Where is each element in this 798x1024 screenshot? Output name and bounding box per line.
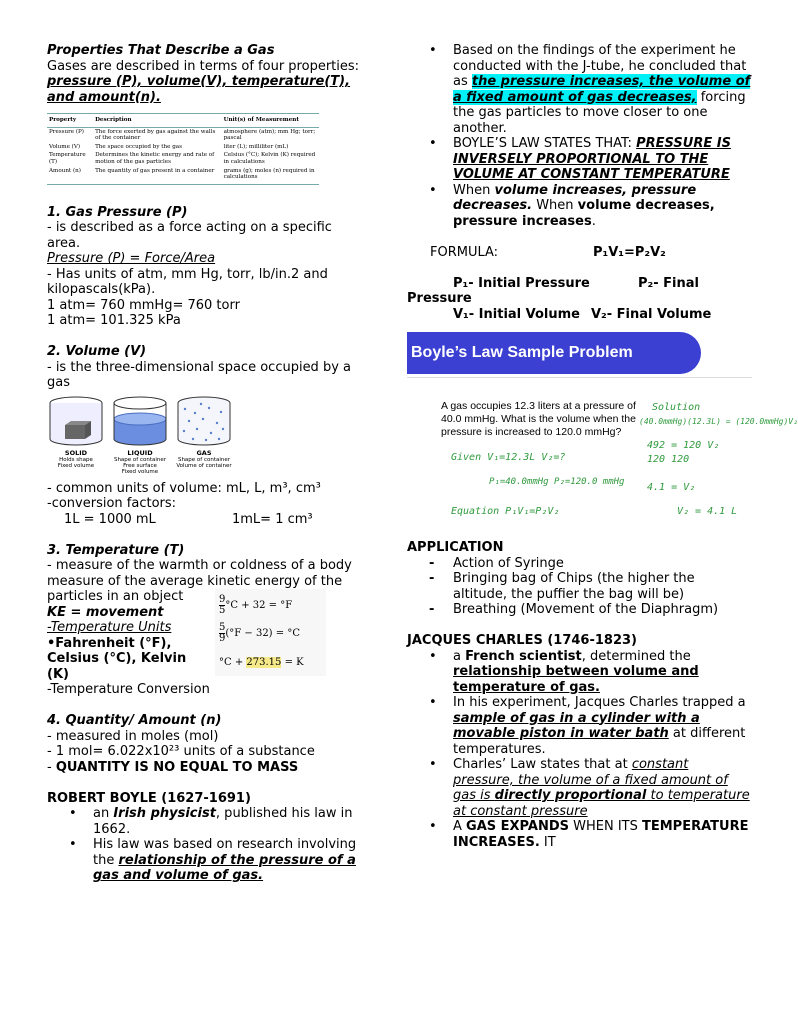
handwriting: 492 = 120 V₂ — [647, 440, 720, 451]
state-desc: Shape of container Free surface Fixed volume — [113, 456, 167, 475]
list-item: - Breathing (Movement of the Diaphragm) — [407, 602, 752, 618]
text: relationship between volume and temperature of gas. — [453, 664, 699, 695]
table-header: Description — [93, 114, 222, 128]
formula-row — [407, 245, 752, 261]
text: , determined the — [581, 648, 691, 664]
solid-state — [47, 395, 105, 475]
liquid-state — [111, 395, 169, 475]
formula-k — [219, 655, 304, 671]
formula-text: °C + — [219, 657, 247, 669]
ke-line: KE = movement — [47, 604, 164, 620]
fraction-num: 9 — [219, 594, 226, 606]
temperature-scales: •Fahrenheit (°F), Celsius (°C), Kelvin (K) — [47, 635, 187, 682]
pressure-heading: 1. Gas Pressure (P) — [47, 204, 188, 220]
handwriting: (40.0mmHg)(12.3L) = (120.0mmHg)V₂ — [639, 417, 798, 426]
pressure-line: 1 atm= 101.325 kPa — [47, 313, 181, 329]
state-label: SOLID — [64, 448, 88, 457]
temperature-conversion: -Temperature Conversion — [47, 682, 210, 698]
application-list — [407, 556, 752, 618]
fraction-den: 9 — [219, 633, 226, 645]
text: volume decreases, pressure increases — [453, 198, 715, 229]
list-item — [407, 136, 752, 183]
handwriting: 120 120 — [647, 454, 690, 465]
temperature-formulas-image — [215, 589, 326, 676]
fraction-den: 5 — [219, 605, 226, 617]
left-column — [47, 43, 367, 884]
temperature-line: measure of the average kinetic energy of the — [47, 573, 343, 589]
liquid-beaker-icon — [111, 395, 169, 447]
text: Charles’ Law states that at — [453, 757, 632, 772]
volume-line: -conversion factors: — [47, 496, 177, 512]
state-label: GAS — [196, 448, 212, 457]
boyle-heading: ROBERT BOYLE (1627-1691) — [47, 790, 251, 806]
table-cell: The quantity of gas present in a container — [93, 167, 222, 185]
volume-line: - is the three-dimensional space occupied by a gas — [47, 359, 351, 391]
conversion-2: 1mL= 1 cm³ — [232, 511, 313, 527]
table-header: Unit(s) of Measurement — [222, 114, 319, 128]
variable-defs — [407, 276, 752, 307]
quantity-heading: 4. Quantity/ Amount (n) — [47, 713, 222, 729]
table-header-row — [47, 114, 319, 128]
variable-defs — [407, 307, 752, 323]
list-item — [407, 43, 752, 136]
handwriting: Equation P₁V₁=P₂V₂ — [451, 506, 560, 517]
text: relationship of the pressure of a gas and volume of gas. — [93, 852, 356, 884]
text: When — [532, 198, 578, 213]
formula-c — [219, 623, 300, 644]
table-cell: Volume (V) — [49, 143, 81, 150]
table-header: Property — [47, 114, 93, 128]
list-item — [407, 695, 752, 757]
text: constant pressure, the volume of a fixed amount of gas is — [453, 757, 728, 803]
volume-heading: 2. Volume (V) — [47, 344, 147, 360]
text: , published his law in 1662. — [93, 806, 353, 837]
text: to temperature at constant pressure — [453, 788, 750, 819]
text: volume increases, pressure decreases. — [453, 182, 697, 213]
handwriting: V₂ = 4.1 L — [677, 506, 738, 517]
handwriting: 4.1 = V₂ — [647, 482, 696, 493]
pressure-line: - Has units of atm, mm Hg, torr, lb/in.2 and kilopascals(kPa). — [47, 266, 328, 298]
text: His law was based on research involving the — [93, 837, 357, 868]
quantity-line: - 1 mol= 6.022x10²³ units of a substance — [47, 744, 315, 760]
formula-text: (°F − 32) = °C — [225, 628, 300, 640]
def-v1: V₁- Initial Volume — [453, 306, 581, 322]
text: directly proportional — [494, 788, 647, 803]
states-of-matter-figure — [47, 395, 367, 475]
boyles-law-statement: PRESSURE IS INVERSELY PROPORTIONAL TO THE VOLUME AT CONSTANT TEMPERATURE — [453, 136, 731, 182]
table-cell: Celsius (°C); Kelvin (K) required in calculations — [223, 152, 316, 165]
table-cell: Amount (n) — [47, 167, 93, 185]
text: a — [453, 648, 466, 664]
temperature-block — [47, 589, 367, 698]
sample-problem-text: A gas occupies 12.3 liters at a pressure of 40.0 mmHg. What is the volume when the pressure is increased to 120.0 mmHg? — [441, 400, 636, 438]
text: BOYLE’S LAW STATES THAT: — [453, 136, 637, 151]
table-row — [47, 151, 319, 166]
boyle-list — [47, 806, 367, 884]
highlighted-text: the pressure increases, the volume of a fixed amount of gas decreases, — [453, 74, 751, 105]
table-cell: atmosphere (atm); mm Hg; torr; pascal — [223, 128, 316, 142]
handwriting: Solution — [652, 402, 701, 413]
conversion-row — [47, 512, 367, 528]
handwriting: Given V₁=12.3L V₂=? — [451, 452, 566, 463]
intro-text: Gases are described in terms of four properties: — [47, 58, 360, 74]
table-row — [47, 143, 319, 152]
charles-list — [407, 649, 752, 851]
solid-beaker-icon — [47, 395, 105, 447]
temperature-line: - measure of the warmth or coldness of a body — [47, 558, 352, 574]
list-item — [47, 806, 367, 837]
text: A — [453, 819, 467, 834]
gas-beaker-icon — [175, 395, 233, 447]
state-label: LIQUID — [127, 448, 153, 457]
formula-text: °C + 32 = °F — [225, 600, 293, 612]
text: WHEN ITS — [568, 819, 642, 834]
text: IT — [539, 834, 556, 850]
text: When — [453, 182, 495, 198]
temperature-line: particles in an object — [47, 589, 184, 605]
boyles-formula: P₁V₁=P₂V₂ — [593, 244, 666, 260]
table-row — [47, 167, 319, 185]
table-cell: grams (g); moles (n) required in calculations — [222, 167, 319, 185]
table-cell: Temperature (T) — [49, 152, 86, 165]
table-cell: Pressure (P) — [49, 128, 84, 135]
list-item — [407, 757, 752, 819]
intro-paragraph — [47, 59, 367, 106]
right-column — [407, 43, 798, 850]
def-v2: V₂- Final Volume — [591, 306, 712, 322]
list-item — [407, 183, 752, 230]
pressure-line: - is described as a force acting on a specific area. — [47, 220, 332, 251]
list-item — [47, 837, 367, 884]
table-cell: Determines the kinetic energy and rate of motion of the gas particles — [95, 152, 215, 165]
quantity-line — [47, 760, 367, 776]
def-p2: P₂- Final Pressure — [407, 275, 699, 306]
boyle-findings-list — [407, 43, 752, 229]
table-cell: The force exerted by gas against the walls of the container — [95, 128, 216, 142]
def-p1: P₁- Initial Pressure — [453, 275, 590, 291]
table-cell: The space occupied by the gas — [95, 143, 183, 150]
text: forcing the gas particles to move closer to one another. — [453, 89, 746, 136]
gas-state — [175, 395, 233, 475]
table-cell: liter (L); milliliter (mL) — [223, 143, 289, 150]
state-desc: Shape of container Volume of container — [176, 456, 232, 469]
list-item: - Bringing bag of Chips (the higher the altitude, the puffier the bag will be) — [407, 571, 752, 602]
quantity-mass-note: QUANTITY IS NO EQUAL TO MASS — [55, 759, 299, 775]
temperature-heading: 3. Temperature (T) — [47, 542, 185, 558]
list-item — [407, 819, 752, 850]
quantity-line: - measured in moles (mol) — [47, 728, 219, 744]
text: at different temperatures. — [453, 726, 746, 757]
kelvin-offset: 273.15 — [246, 657, 282, 669]
pressure-line: 1 atm= 760 mmHg= 760 torr — [47, 297, 240, 313]
volume-line: - common units of volume: mL, L, m³, cm³ — [47, 480, 321, 496]
temperature-units: -Temperature Units — [47, 620, 172, 636]
sample-problem-image — [407, 330, 798, 520]
formula-f — [219, 595, 292, 616]
formula-label: FORMULA: — [430, 244, 499, 260]
list-item — [407, 649, 752, 696]
sample-banner: Boyle’s Law Sample Problem — [407, 332, 701, 374]
text: an — [93, 806, 114, 822]
pressure-formula: Pressure (P) = Force/Area — [47, 251, 216, 267]
text: French scientist — [465, 648, 582, 664]
text: TEMPERATURE INCREASES. — [453, 819, 749, 850]
formula-text: = K — [281, 657, 304, 669]
properties-table — [47, 113, 319, 185]
text: Irish physicist — [113, 806, 216, 822]
state-desc: Holds shape Fixed volume — [57, 456, 95, 469]
dash: - — [47, 759, 56, 775]
table-row — [47, 127, 319, 143]
conversion-1: 1L = 1000 mL — [64, 511, 156, 527]
charles-heading: JACQUES CHARLES (1746-1823) — [407, 633, 638, 648]
text: sample of gas in a cylinder with a movable piston in water bath — [453, 710, 700, 741]
handwriting: P₁=40.0mmHg P₂=120.0 mmHg — [489, 477, 625, 487]
doc-title: Properties That Describe a Gas — [47, 43, 275, 58]
text: In his experiment, Jacques Charles trapped a — [453, 695, 746, 710]
fraction-num: 5 — [219, 622, 226, 634]
text: GAS EXPANDS — [466, 819, 569, 834]
text: Based on the findings of the experiment he conducted with the J-tube, he concluded that as — [453, 43, 747, 89]
text: . — [591, 213, 596, 229]
list-item: - Action of Syringe — [407, 556, 752, 572]
application-heading: APPLICATION — [407, 540, 504, 555]
intro-properties: pressure (P), volume(V), temperature(T), and amount(n). — [47, 74, 351, 105]
